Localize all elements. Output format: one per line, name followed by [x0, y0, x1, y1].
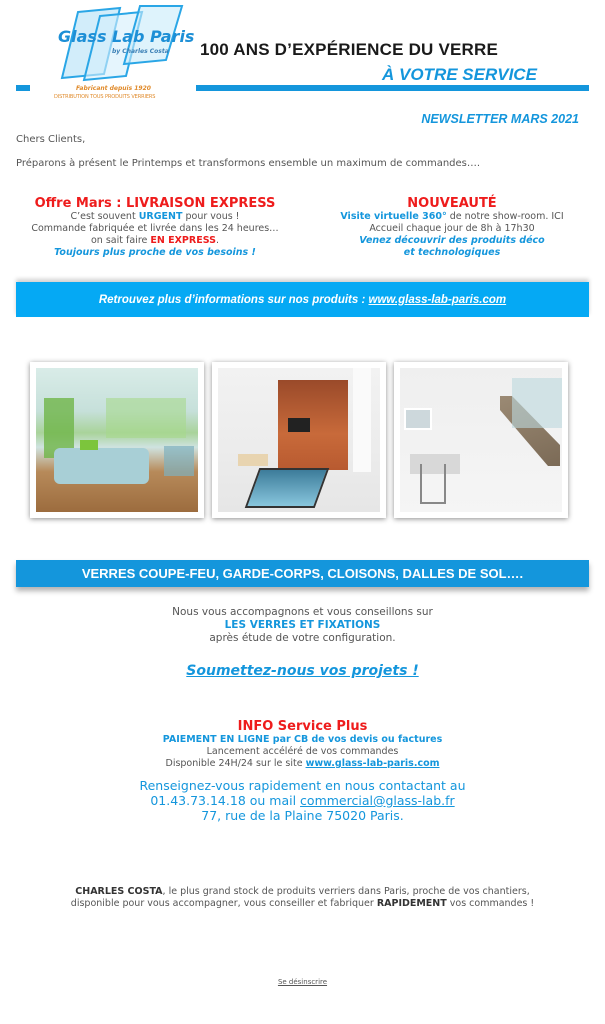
novelty-line-1 — [307, 211, 597, 223]
rapidement-highlight: RAPIDEMENT — [376, 898, 447, 909]
novelty-section — [307, 196, 597, 259]
express-highlight: EN EXPRESS — [150, 235, 216, 246]
text: , le plus grand stock de produits verriers dans Paris, proche de vos chantiers, — [162, 886, 530, 897]
submit-section — [0, 660, 605, 679]
loft-image — [218, 368, 380, 512]
text: C’est souvent — [70, 211, 139, 222]
headline: 100 ANS D’EXPÉRIENCE DU VERRE — [200, 40, 499, 59]
logo-since: Fabricant depuis 1920 — [76, 85, 151, 92]
info-banner-text: Retrouvez plus d’informations sur nos produits : — [98, 293, 366, 306]
newsletter-label: NEWSLETTER MARS 2021 — [421, 112, 579, 126]
unsubscribe-link[interactable]: Se désinscrire — [277, 978, 328, 986]
contact-section — [0, 778, 605, 823]
website-link[interactable]: www.glass-lab-paris.com — [368, 293, 507, 306]
accelerated-orders-line: Lancement accéléré de vos commandes — [206, 746, 399, 757]
service-plus-title: INFO Service Plus — [237, 719, 368, 734]
email-link[interactable]: commercial@glass-lab.fr — [300, 793, 455, 808]
intro-text: Préparons à présent le Printemps et transformons ensemble un maximum de commandes…. — [16, 158, 481, 169]
text: Disponible 24H/24 sur le site — [165, 758, 306, 769]
text: de notre show-room. ICI — [446, 211, 564, 222]
staircase-image — [400, 368, 562, 512]
advise-section — [0, 606, 605, 645]
products-banner: VERRES COUPE-FEU, GARDE-CORPS, CLOISONS, DALLES DE SOL…. — [16, 560, 589, 587]
logo-byline: by Charles Costa — [112, 48, 169, 55]
info-banner — [16, 282, 589, 317]
availability-line — [0, 758, 605, 770]
footer-line-2 — [0, 898, 605, 910]
text: pour vous ! — [182, 211, 240, 222]
logo-distribution: DISTRIBUTION TOUS PRODUITS VERRIERS — [54, 94, 156, 100]
offer-title: Offre Mars : LIVRAISON EXPRESS — [34, 196, 276, 211]
contact-address: 77, rue de la Plaine 75020 Paris. — [201, 808, 404, 823]
advise-line-1: Nous vous accompagnons et vous conseillons sur — [172, 606, 433, 618]
offer-section — [10, 196, 300, 259]
footer-text — [0, 886, 605, 910]
offer-tagline: Toujours plus proche de vos besoins ! — [54, 247, 256, 258]
novelty-line-2: Accueil chaque jour de 8h à 17h30 — [369, 223, 535, 234]
subheadline: À VOTRE SERVICE — [382, 65, 537, 84]
novelty-title: NOUVEAUTÉ — [407, 196, 497, 211]
accent-stripe-right — [196, 85, 589, 91]
submit-projects-link[interactable]: Soumettez-nous vos projets ! — [186, 663, 419, 679]
urgent-highlight: URGENT — [138, 211, 183, 222]
text: . — [215, 235, 219, 246]
advise-highlight: LES VERRES ET FIXATIONS — [224, 619, 381, 631]
virtual-tour-link[interactable]: Visite virtuelle 360° — [340, 211, 447, 222]
contact-line-1: Renseignez-vous rapidement en nous contactant au — [139, 778, 466, 793]
offer-line-3 — [10, 235, 300, 247]
offer-line-2: Commande fabriquée et livrée dans les 24 heures… — [31, 223, 279, 234]
service-website-link[interactable]: www.glass-lab-paris.com — [305, 758, 440, 769]
novelty-tagline-2: et technologiques — [403, 247, 501, 258]
text: on sait faire — [91, 235, 151, 246]
offer-line-1 — [10, 211, 300, 223]
living-room-image — [36, 368, 198, 512]
text: disponible pour vous accompagner, vous conseiller et fabriquer — [70, 898, 377, 909]
company-name: CHARLES COSTA — [75, 886, 163, 897]
text: vos commandes ! — [446, 898, 535, 909]
greeting: Chers Clients, — [16, 134, 86, 145]
phone-text: 01.43.73.14.18 ou mail — [150, 793, 301, 808]
accent-stripe-left — [16, 85, 30, 91]
photo-gallery — [30, 362, 570, 518]
service-plus-section — [0, 719, 605, 770]
logo — [50, 2, 195, 100]
advise-line-3: après étude de votre configuration. — [209, 632, 396, 644]
unsubscribe-section — [0, 978, 605, 986]
online-payment-line: PAIEMENT EN LIGNE par CB de vos devis ou factures — [162, 734, 443, 745]
novelty-tagline-1: Venez découvrir des produits déco — [359, 235, 545, 246]
photo-living-room[interactable] — [30, 362, 204, 518]
footer-line-1 — [0, 886, 605, 898]
contact-line-2 — [0, 793, 605, 808]
photo-staircase[interactable] — [394, 362, 568, 518]
photo-loft[interactable] — [212, 362, 386, 518]
logo-title: Glass Lab Paris — [58, 27, 195, 46]
